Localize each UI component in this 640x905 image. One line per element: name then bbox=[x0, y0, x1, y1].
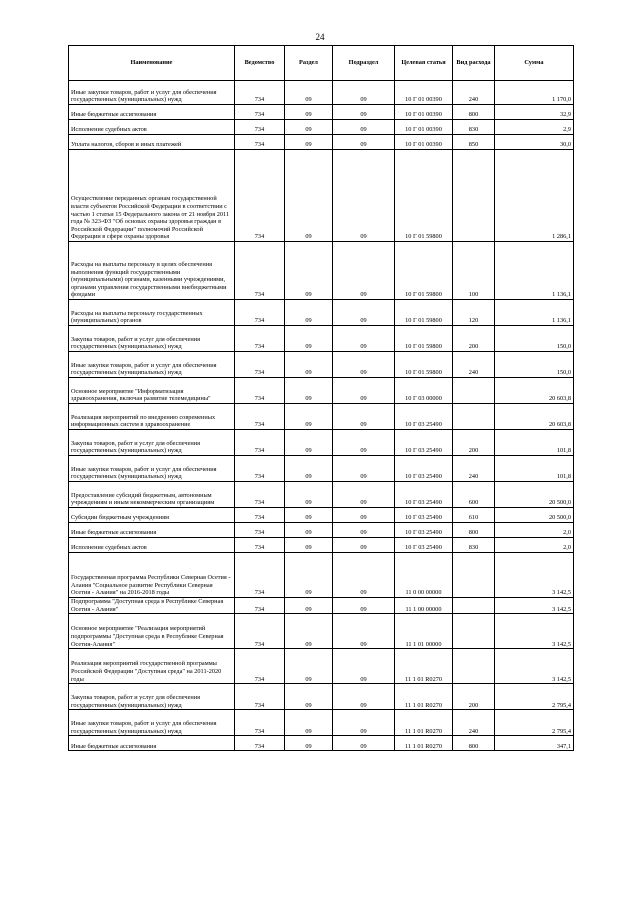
row-target: 10 Г 01 59800 bbox=[395, 326, 453, 352]
row-section: 09 bbox=[285, 404, 333, 430]
row-exp-type: 800 bbox=[453, 736, 495, 751]
row-section: 09 bbox=[285, 523, 333, 538]
row-target: 10 Г 01 00390 bbox=[395, 105, 453, 120]
row-target: 11 1 01 R0270 bbox=[395, 710, 453, 736]
row-sum: 20 500,0 bbox=[495, 508, 574, 523]
row-target: 11 1 01 00000 bbox=[395, 614, 453, 649]
row-exp-type: 800 bbox=[453, 105, 495, 120]
row-dept: 734 bbox=[235, 736, 285, 751]
row-sum: 3 142,5 bbox=[495, 649, 574, 684]
row-sum: 3 142,5 bbox=[495, 614, 574, 649]
table-header-row bbox=[69, 46, 574, 81]
row-dept: 734 bbox=[235, 553, 285, 598]
row-sum: 32,9 bbox=[495, 105, 574, 120]
row-subsection: 09 bbox=[333, 326, 395, 352]
row-section: 09 bbox=[285, 710, 333, 736]
table-row bbox=[69, 598, 574, 614]
row-subsection: 09 bbox=[333, 242, 395, 300]
row-section: 09 bbox=[285, 614, 333, 649]
row-name: Предоставление субсидий бюджетным, автономным учреждениям и иным некоммерческим организациям bbox=[69, 482, 235, 508]
row-section: 09 bbox=[285, 352, 333, 378]
row-subsection: 09 bbox=[333, 120, 395, 135]
row-subsection: 09 bbox=[333, 378, 395, 404]
row-target: 10 Г 01 00390 bbox=[395, 81, 453, 105]
row-name: Государственная программа Республики Северная Осетия - Алания "Социальное развитие Республики Северная Осетия - Алания" на 2016-2018 годы bbox=[69, 553, 235, 598]
row-dept: 734 bbox=[235, 598, 285, 614]
row-subsection: 09 bbox=[333, 508, 395, 523]
row-name: Иные бюджетные ассигнования bbox=[69, 105, 235, 120]
row-target: 10 Г 03 25490 bbox=[395, 508, 453, 523]
row-subsection: 09 bbox=[333, 81, 395, 105]
row-exp-type: 830 bbox=[453, 120, 495, 135]
table-row bbox=[69, 456, 574, 482]
row-sum: 3 142,5 bbox=[495, 553, 574, 598]
row-dept: 734 bbox=[235, 710, 285, 736]
table-row bbox=[69, 430, 574, 456]
header-dept: Ведомство bbox=[235, 46, 285, 81]
row-section: 09 bbox=[285, 120, 333, 135]
table-row bbox=[69, 710, 574, 736]
row-exp-type bbox=[453, 150, 495, 242]
row-dept: 734 bbox=[235, 538, 285, 553]
row-exp-type: 120 bbox=[453, 300, 495, 326]
row-target: 11 1 01 R0270 bbox=[395, 649, 453, 684]
row-name: Реализация мероприятий по внедрению современных информационных систем в здравоохранение bbox=[69, 404, 235, 430]
row-section: 09 bbox=[285, 456, 333, 482]
row-section: 09 bbox=[285, 430, 333, 456]
row-section: 09 bbox=[285, 300, 333, 326]
row-section: 09 bbox=[285, 105, 333, 120]
row-section: 09 bbox=[285, 649, 333, 684]
row-section: 09 bbox=[285, 553, 333, 598]
table-row bbox=[69, 508, 574, 523]
row-subsection: 09 bbox=[333, 598, 395, 614]
row-exp-type: 240 bbox=[453, 81, 495, 105]
row-name: Подпрограмма "Доступная среда в Республике Северная Осетия - Алания" bbox=[69, 598, 235, 614]
row-name: Уплата налогов, сборов и иных платежей bbox=[69, 135, 235, 150]
budget-table bbox=[68, 45, 574, 751]
row-section: 09 bbox=[285, 538, 333, 553]
row-sum: 3 142,5 bbox=[495, 598, 574, 614]
row-exp-type bbox=[453, 598, 495, 614]
table-row bbox=[69, 120, 574, 135]
table-row bbox=[69, 150, 574, 242]
row-name: Закупка товаров, работ и услуг для обеспечения государственных (муниципальных) нужд bbox=[69, 326, 235, 352]
row-dept: 734 bbox=[235, 523, 285, 538]
row-subsection: 09 bbox=[333, 710, 395, 736]
row-section: 09 bbox=[285, 598, 333, 614]
table-row bbox=[69, 614, 574, 649]
row-target: 11 1 01 R0270 bbox=[395, 684, 453, 710]
row-exp-type: 800 bbox=[453, 523, 495, 538]
row-name: Иные бюджетные ассигнования bbox=[69, 736, 235, 751]
table-row bbox=[69, 352, 574, 378]
row-exp-type: 830 bbox=[453, 538, 495, 553]
row-sum: 2 795,4 bbox=[495, 710, 574, 736]
row-target: 11 0 00 00000 bbox=[395, 553, 453, 598]
row-target: 10 Г 01 00390 bbox=[395, 120, 453, 135]
row-name: Реализация мероприятий государственной программы Российской Федерации "Доступная среда" на 2011-2020 годы bbox=[69, 649, 235, 684]
row-section: 09 bbox=[285, 508, 333, 523]
table-row bbox=[69, 649, 574, 684]
row-name: Основное мероприятие "Информатизация здравоохранения, включая развитие телемедицины" bbox=[69, 378, 235, 404]
row-target: 10 Г 01 00390 bbox=[395, 135, 453, 150]
row-sum: 20 603,8 bbox=[495, 378, 574, 404]
row-dept: 734 bbox=[235, 508, 285, 523]
row-name: Иные закупки товаров, работ и услуг для обеспечения государственных (муниципальных) нужд bbox=[69, 456, 235, 482]
row-name: Иные бюджетные ассигнования bbox=[69, 523, 235, 538]
row-name: Расходы на выплаты персоналу государственных (муниципальных) органов bbox=[69, 300, 235, 326]
row-dept: 734 bbox=[235, 482, 285, 508]
row-subsection: 09 bbox=[333, 649, 395, 684]
header-section: Раздел bbox=[285, 46, 333, 81]
row-name: Закупка товаров, работ и услуг для обеспечения государственных (муниципальных) нужд bbox=[69, 684, 235, 710]
row-exp-type: 610 bbox=[453, 508, 495, 523]
row-section: 09 bbox=[285, 150, 333, 242]
row-dept: 734 bbox=[235, 352, 285, 378]
row-sum: 150,0 bbox=[495, 352, 574, 378]
row-target: 10 Г 03 25490 bbox=[395, 456, 453, 482]
row-sum: 150,0 bbox=[495, 326, 574, 352]
row-sum: 347,1 bbox=[495, 736, 574, 751]
table-row bbox=[69, 523, 574, 538]
row-dept: 734 bbox=[235, 135, 285, 150]
row-exp-type bbox=[453, 404, 495, 430]
row-exp-type: 200 bbox=[453, 430, 495, 456]
row-dept: 734 bbox=[235, 378, 285, 404]
header-target: Целевая статья bbox=[395, 46, 453, 81]
row-target: 10 Г 01 59800 bbox=[395, 150, 453, 242]
row-subsection: 09 bbox=[333, 538, 395, 553]
header-subsection: Подраздел bbox=[333, 46, 395, 81]
table-row bbox=[69, 326, 574, 352]
row-target: 10 Г 03 25490 bbox=[395, 482, 453, 508]
row-name: Исполнение судебных актов bbox=[69, 538, 235, 553]
row-dept: 734 bbox=[235, 326, 285, 352]
row-name: Основное мероприятие "Реализация мероприятий подпрограммы "Доступная среда в Республике Северная Осетия-Алания" bbox=[69, 614, 235, 649]
table-row bbox=[69, 81, 574, 105]
row-exp-type bbox=[453, 553, 495, 598]
row-section: 09 bbox=[285, 326, 333, 352]
row-subsection: 09 bbox=[333, 456, 395, 482]
row-subsection: 09 bbox=[333, 430, 395, 456]
row-subsection: 09 bbox=[333, 553, 395, 598]
row-dept: 734 bbox=[235, 456, 285, 482]
row-subsection: 09 bbox=[333, 352, 395, 378]
row-subsection: 09 bbox=[333, 523, 395, 538]
row-subsection: 09 bbox=[333, 614, 395, 649]
row-sum: 1 136,1 bbox=[495, 242, 574, 300]
row-section: 09 bbox=[285, 736, 333, 751]
row-dept: 734 bbox=[235, 81, 285, 105]
row-dept: 734 bbox=[235, 150, 285, 242]
row-sum: 1 136,1 bbox=[495, 300, 574, 326]
row-sum: 1 286,1 bbox=[495, 150, 574, 242]
row-sum: 20 500,0 bbox=[495, 482, 574, 508]
header-name: Наименование bbox=[69, 46, 235, 81]
row-subsection: 09 bbox=[333, 105, 395, 120]
row-name: Закупка товаров, работ и услуг для обеспечения государственных (муниципальных) нужд bbox=[69, 430, 235, 456]
row-subsection: 09 bbox=[333, 736, 395, 751]
row-exp-type: 600 bbox=[453, 482, 495, 508]
row-exp-type: 200 bbox=[453, 326, 495, 352]
row-name: Иные закупки товаров, работ и услуг для обеспечения государственных (муниципальных) нужд bbox=[69, 710, 235, 736]
row-dept: 734 bbox=[235, 404, 285, 430]
row-exp-type: 240 bbox=[453, 352, 495, 378]
table-row bbox=[69, 105, 574, 120]
header-sum: Сумма bbox=[495, 46, 574, 81]
table-row bbox=[69, 242, 574, 300]
row-target: 10 Г 03 25490 bbox=[395, 538, 453, 553]
row-sum: 101,8 bbox=[495, 456, 574, 482]
row-subsection: 09 bbox=[333, 135, 395, 150]
table-row bbox=[69, 135, 574, 150]
row-target: 10 Г 03 25490 bbox=[395, 523, 453, 538]
row-target: 11 1 00 00000 bbox=[395, 598, 453, 614]
row-dept: 734 bbox=[235, 614, 285, 649]
row-target: 10 Г 03 25490 bbox=[395, 404, 453, 430]
header-exp-type: Вид расхода bbox=[453, 46, 495, 81]
row-sum: 101,8 bbox=[495, 430, 574, 456]
row-subsection: 09 bbox=[333, 404, 395, 430]
row-subsection: 09 bbox=[333, 150, 395, 242]
row-name: Осуществление переданных органам государственной власти субъектов Российской Федерации в соответствии с частью 1 статьи 15 Федерального закона от 21 ноября 2011 года № 323-ФЗ "Об основах охраны здоровья граждан в Российской Федерации" полномочий Российской Федерации в сфере охраны здоровья bbox=[69, 150, 235, 242]
row-dept: 734 bbox=[235, 430, 285, 456]
row-section: 09 bbox=[285, 242, 333, 300]
row-exp-type: 100 bbox=[453, 242, 495, 300]
table-body bbox=[69, 81, 574, 751]
row-dept: 734 bbox=[235, 120, 285, 135]
row-exp-type: 850 bbox=[453, 135, 495, 150]
row-sum: 2 795,4 bbox=[495, 684, 574, 710]
row-dept: 734 bbox=[235, 300, 285, 326]
row-name: Исполнение судебных актов bbox=[69, 120, 235, 135]
row-target: 10 Г 03 00000 bbox=[395, 378, 453, 404]
row-section: 09 bbox=[285, 81, 333, 105]
row-dept: 734 bbox=[235, 105, 285, 120]
row-subsection: 09 bbox=[333, 684, 395, 710]
row-dept: 734 bbox=[235, 649, 285, 684]
row-name: Иные закупки товаров, работ и услуг для обеспечения государственных (муниципальных) нужд bbox=[69, 81, 235, 105]
row-exp-type: 200 bbox=[453, 684, 495, 710]
row-exp-type: 240 bbox=[453, 710, 495, 736]
row-target: 10 Г 03 25490 bbox=[395, 430, 453, 456]
table-row bbox=[69, 378, 574, 404]
row-section: 09 bbox=[285, 684, 333, 710]
table-row bbox=[69, 404, 574, 430]
row-name: Субсидии бюджетным учреждениям bbox=[69, 508, 235, 523]
row-exp-type bbox=[453, 614, 495, 649]
row-target: 11 1 01 R0270 bbox=[395, 736, 453, 751]
row-subsection: 09 bbox=[333, 482, 395, 508]
row-exp-type: 240 bbox=[453, 456, 495, 482]
page-number: 24 bbox=[315, 32, 325, 42]
row-name: Расходы на выплаты персоналу в целях обеспечения выполнения функций государственными (муниципальными) органами, казенными учреждениями, органами управления государственными внебюджетными фондами bbox=[69, 242, 235, 300]
row-target: 10 Г 01 59800 bbox=[395, 352, 453, 378]
row-section: 09 bbox=[285, 482, 333, 508]
row-dept: 734 bbox=[235, 242, 285, 300]
table-row bbox=[69, 300, 574, 326]
row-exp-type bbox=[453, 378, 495, 404]
row-dept: 734 bbox=[235, 684, 285, 710]
table-row bbox=[69, 736, 574, 751]
table-row bbox=[69, 482, 574, 508]
row-exp-type bbox=[453, 649, 495, 684]
row-name: Иные закупки товаров, работ и услуг для обеспечения государственных (муниципальных) нужд bbox=[69, 352, 235, 378]
row-section: 09 bbox=[285, 135, 333, 150]
row-sum: 2,9 bbox=[495, 120, 574, 135]
row-section: 09 bbox=[285, 378, 333, 404]
row-sum: 1 170,0 bbox=[495, 81, 574, 105]
row-subsection: 09 bbox=[333, 300, 395, 326]
row-sum: 2,0 bbox=[495, 538, 574, 553]
row-sum: 2,0 bbox=[495, 523, 574, 538]
table-row bbox=[69, 684, 574, 710]
row-target: 10 Г 01 59800 bbox=[395, 242, 453, 300]
table-row bbox=[69, 538, 574, 553]
table-row bbox=[69, 553, 574, 598]
row-target: 10 Г 01 59800 bbox=[395, 300, 453, 326]
row-sum: 20 603,8 bbox=[495, 404, 574, 430]
row-sum: 30,0 bbox=[495, 135, 574, 150]
